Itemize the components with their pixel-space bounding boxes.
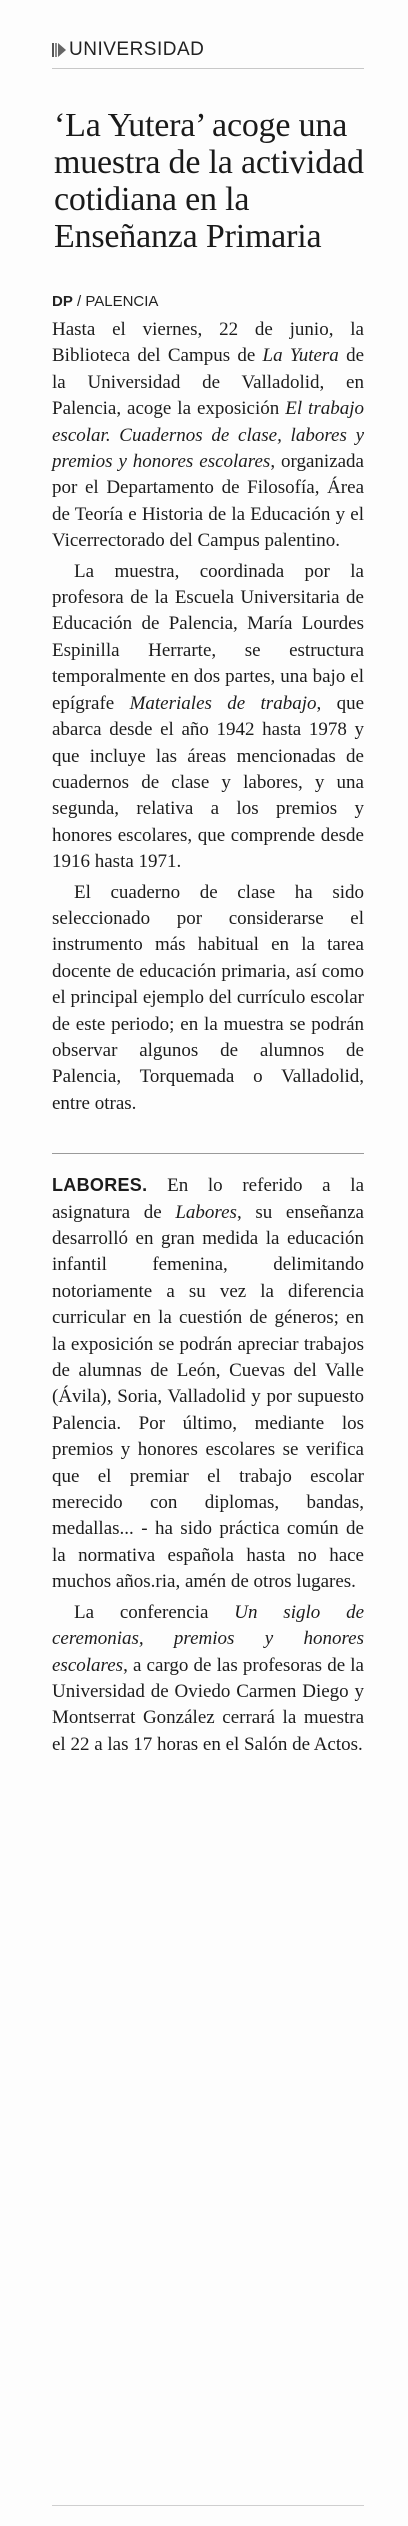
headline: ‘La Yutera’ acoge una muestra de la actividad cotidiana en la Enseñanza Primaria	[54, 107, 364, 255]
paragraph-5-italic: Un siglo de ceremonias, premios y honores escolares	[52, 1601, 364, 1676]
article-body	[52, 317, 364, 1117]
paragraph-2-text-a: La muestra, coordinada por la profesora de la Escuela Universitaria de Educación de Palencia, María Lourdes Espinilla Herrarte, se estructura temporalmente en dos partes, una bajo el epígrafe	[52, 560, 364, 714]
paragraph-1-text-b: de la Universidad de Valladolid, en Palencia, acoge la exposición	[52, 345, 365, 420]
byline-agency: DP	[52, 293, 73, 310]
section-header	[52, 38, 364, 62]
paragraph-2-italic: Materiales de trabajo	[129, 692, 317, 714]
paragraph-5-text-b: , a cargo de las profesoras de la Universidad de Oviedo Carmen Diego y Montserrat González cerrará la muestra el 22 a las 17 horas en el Salón de Actos.	[52, 1654, 364, 1755]
paragraph-2	[52, 559, 364, 876]
paragraph-1-italic-b: El trabajo escolar. Cuadernos de clase, labores y premios y honores escolares	[52, 398, 364, 473]
paragraph-1-italic-a: La Yutera	[262, 345, 339, 367]
paragraph-2-text-b: , que abarca desde el año 1942 hasta 1978 y que incluye las áreas mencionadas de cuadernos de clase y labores, y una segunda, relativa a los premios y honores escolares, que comprende desde 1916 hasta 1971.	[52, 692, 364, 873]
subsection-rule	[52, 1153, 364, 1154]
section-label: UNIVERSIDAD	[69, 39, 205, 60]
paragraph-4-italic: Labores	[175, 1201, 237, 1223]
byline-place: PALENCIA	[85, 293, 159, 310]
byline	[52, 293, 364, 311]
section-rule	[52, 68, 364, 69]
paragraph-1-text-a: Hasta el viernes, 22 de junio, la Biblioteca del Campus de	[52, 319, 364, 367]
paragraph-5-text-a: La conferencia	[74, 1601, 235, 1623]
section-arrow-icon	[52, 42, 66, 58]
paragraph-4-text-b: , su enseñanza desarrolló en gran medida la educación infantil femenina, delimitando notoriamente a su vez la diferencia curricular en la cuestión de géneros; en la exposición se podrán apreciar trabajos de alumnas de León, Cuevas del Valle (Ávila), Soria, Valladolid y por supuesto Palencia. Por último, mediante los premios y honores escolares se verifica que el premiar el trabajo escolar merecido con diplomas, bandas, medallas... - ha sido práctica común de la normativa española hasta no hace muchos años.ria, amén de otros lugares.	[52, 1201, 364, 1593]
paragraph-1-text-c: , organizada por el Departamento de Filosofía, Área de Teoría e Historia de la Educación y el Vicerrectorado del Campus palentino.	[52, 451, 364, 552]
article-body-continued	[52, 1172, 364, 1758]
paragraph-4	[52, 1172, 364, 1596]
article	[52, 38, 364, 1758]
paragraph-5	[52, 1600, 364, 1758]
paragraph-3: El cuaderno de clase ha sido seleccionado por considerarse el instrumento más habitual en la tarea docente de educación primaria, así como el principal ejemplo del currículo escolar de este periodo; en la muestra se podrán observar algunos de alumnos de Palencia, Torquemada o Valladolid, entre otras.	[52, 881, 364, 1114]
bottom-rule	[52, 2505, 364, 2506]
subhead-labores: LABORES.	[52, 1175, 148, 1196]
byline-separator: /	[72, 293, 86, 310]
paragraph-1	[52, 317, 364, 555]
paragraph-4-text-a: En lo referido a la asignatura de	[52, 1175, 364, 1223]
